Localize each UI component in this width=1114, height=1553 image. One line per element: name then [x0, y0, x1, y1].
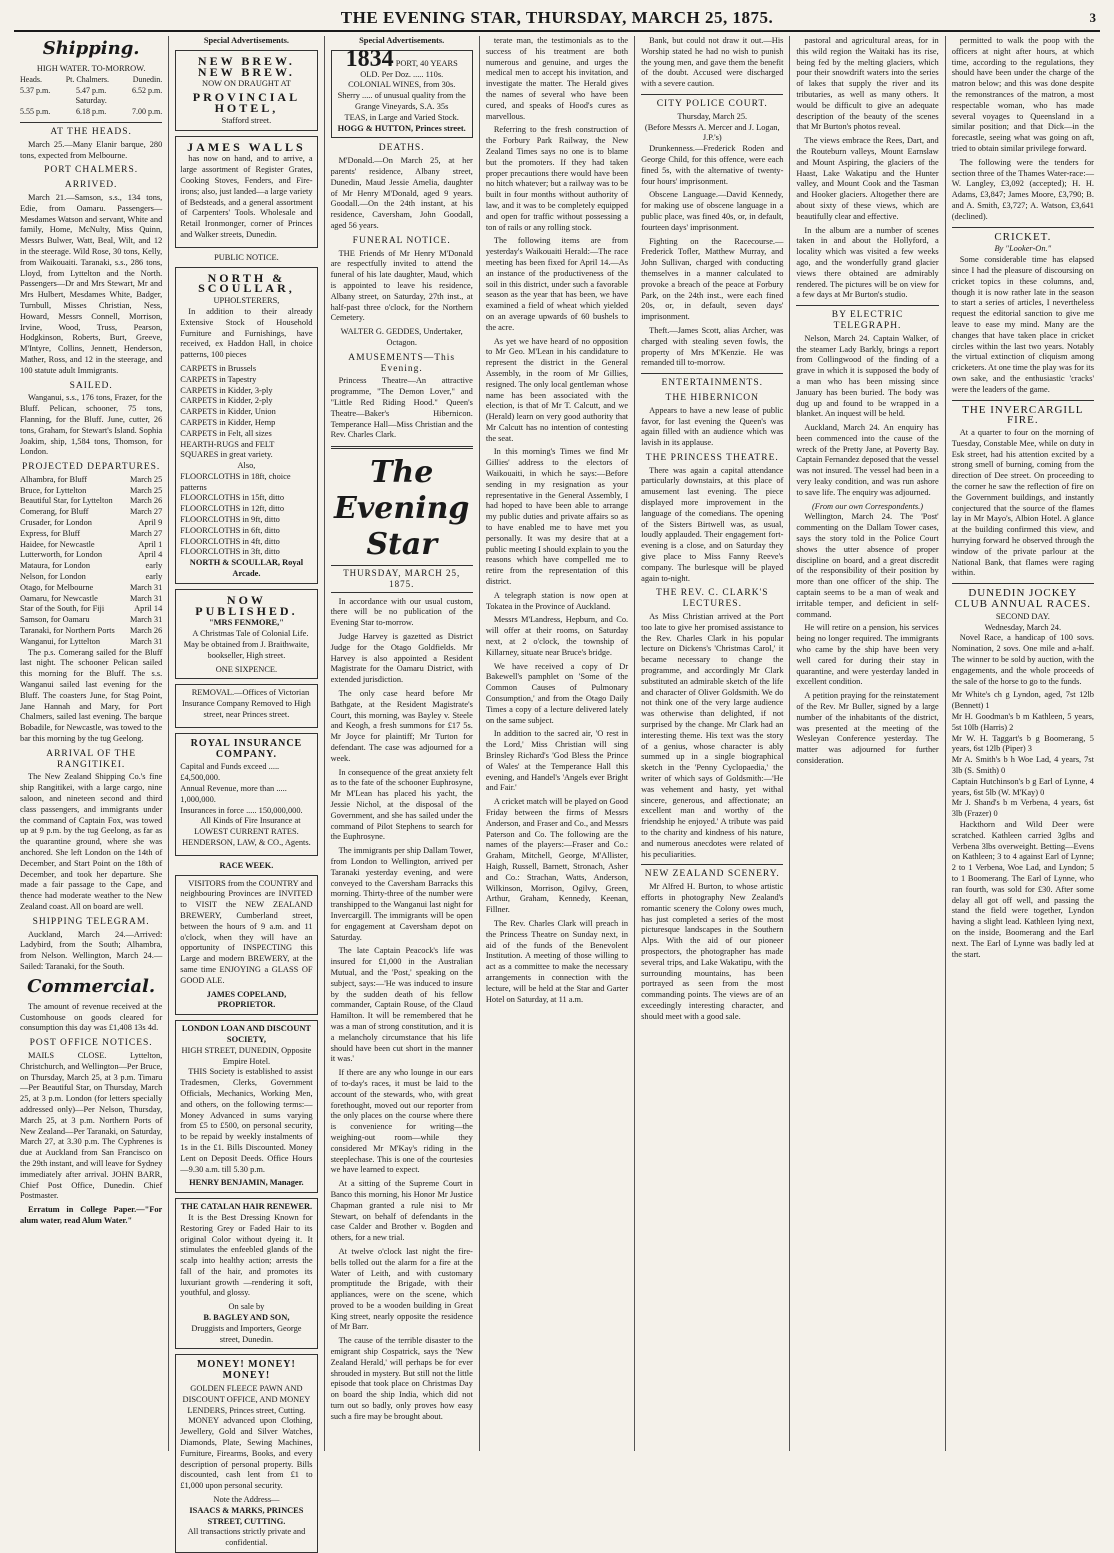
- ad-subtitle: UPHOLSTERERS,: [213, 296, 280, 306]
- ad-subtitle: NOW ON DRAUGHT AT: [202, 79, 291, 89]
- ad-text: MONEY advanced upon Clothing, Jewellery, Gold and Silver Watches, Diamonds, Plate, Sewing Machines, Furniture, Firearms, Books, and every description of personal property. Bills discounted, cash lent from £1 to £1,000 upon personal security.: [180, 1416, 313, 1491]
- ad-north-scoullar: [175, 267, 317, 584]
- leader-paragraph: In accordance with our usual custom, there will be no publication of the Evening Star to-morrow.: [330, 596, 473, 628]
- list-item: Lutterworth, for London April 4: [20, 550, 163, 560]
- ad-seller: B. BAGLEY AND SON,: [203, 1313, 290, 1323]
- leader-paragraph: The late Captain Peacock's life was insured for £1,000 in the Australian Mutual, and the 'Post,' speaking on the subject, says:—'He was induced to insure by the sudden death of his fellow commander, Captain Rouse, of the Claud Hamilton. It will be remembered that he was a man of strong constitution, and it is a melancholy circumstance that his life should have been cut short in the manner it was.': [330, 946, 473, 1064]
- ad-work-title: "MRS FENMORE,": [208, 618, 284, 628]
- column-news-4: [946, 36, 1100, 1451]
- ad-price: ONE SIXPENCE.: [215, 664, 278, 674]
- tide-head: Dunedin.: [132, 74, 163, 84]
- column-advertisements-1: [169, 36, 324, 1548]
- ad-new-zealand-brewery: [175, 875, 317, 1016]
- ad-address: HIGH STREET, DUNEDIN, Opposite Empire Hotel.: [181, 1045, 312, 1066]
- arrived-text: March 21.—Samson, s.s., 134 tons, Edie, from Oamaru. Passengers—Mesdames Watson and servant, White and family, Home, McNulty, Miss Quinn, Messrs Bulwer, Watt, Beal, Wilt, and 12 in the steerage. Wild Rose, 30 tons, Kelly, from Waikouaiti. Taranaki, s.s., 286 tons, Lloyd, from Lyttelton and the North. Passengers—Dr and Mrs Stewart, Mr and Mrs Hulbert, Mesdames White, Badger, Turnbull, Misses Christian, Ness, Howard, Messrs Connell, Morrison, Irvine, Wood, Truss, Pearson, Hodgkinson, Roberts, Burt, Greeve, M'Intyre, Collins, Jennett, Henderson, Mather, Ross, and 12 in the steerage, and 100 statute adult Immigrants.: [20, 192, 163, 375]
- ad-year: 1834: [345, 45, 394, 72]
- ad-title: NORTH & SCOULLAR,: [198, 270, 295, 296]
- section-commercial-heading: Commercial.: [27, 975, 156, 997]
- list-item: CARPETS in Felt, all sizes: [180, 428, 272, 438]
- ad-new-brew: [175, 50, 317, 131]
- ad-text: In addition to their already Extensive Stock of Household Furniture and Furnishings, have received, ex Haddon Hall, in choice patterns, 100 pieces: [180, 306, 313, 360]
- list-item: Oamaru, for Newcastle March 31: [20, 593, 163, 603]
- ad-text: has now on hand, and to arrive, a large assortment of Register Grates, Cooking Stoves, Fenders, and Fire-irons; also, just landed—a large variety of Bedsteads, and a general assortment of Carpenters' Tools. Wholesale and Retail Ironmonger, corner of Princes and Walker streets, Dunedin.: [180, 154, 313, 239]
- clark-lectures-heading: THE REV. C. CLARK'S LECTURES.: [655, 588, 769, 610]
- list-item: Otago, for Melbourne March 31: [20, 582, 163, 592]
- ad-james-walls: [175, 136, 317, 248]
- ad-port-line: 1834 PORT, 40 YEARS OLD. Per Doz. ..... 110s.: [345, 45, 458, 79]
- scenery-heading: NEW ZEALAND SCENERY.: [644, 869, 780, 880]
- ad-subtitle: GOLDEN FLEECE PAWN AND DISCOUNT OFFICE, AND MONEY LENDERS, Princes street, Cutting.: [182, 1384, 311, 1415]
- invercargill-fire-heading: THE INVERCARGILL FIRE.: [962, 403, 1084, 427]
- newspaper-dateline: THURSDAY, MARCH 25, 1875.: [331, 565, 473, 593]
- shipping-paragraph: The p.s. Comerang sailed for the Bluff last night. The schooner Pelican sailed this morning for the Bluff. The s.s. Wanganui sailed last evening for the Bluff. The coasters June, for Stag Point, Jane Hannah and Mary, for Port Chalmers, sailed last evening. The barque Bobadile, for Newcastle, was towed to the bar this morning by the tug Geelong.: [20, 647, 163, 744]
- public-notice-heading: PUBLIC NOTICE.: [214, 252, 279, 262]
- tide-value: 7.00 p.m.: [132, 107, 163, 117]
- tide-value: 5.55 p.m.: [20, 107, 51, 117]
- list-item: FLOORCLOTHS in 12ft, ditto: [180, 504, 285, 514]
- news-paragraph: A telegraph station is now open at Tokatea in the Province of Auckland.: [485, 590, 629, 611]
- tide-heads-row: [20, 75, 162, 86]
- tide-value: 6.52 p.m.: [132, 85, 163, 95]
- jockey-text: Hackthorn and Wild Deer were scratched. Kathleen carried 3glbs and Verbena 3lbs overweight. Betting—Evens on Kathleen; 3 to 4 against Earl of Lynne; 2 to 1 Verbena, Woe Lad, and Lyndon; 5 to 1 Boomerang. The Earl of Lynne, who ran fourth, was sold for £30. After some delay all got off well, and passing the stand the field were together, Lyndon having a slight lead. Kathleen lying next, on the inside, Boomerang and the Earl next. The Earl of Lynne was badly led at the start.: [951, 819, 1094, 959]
- list-item: CARPETS in Kidder, 2-ply: [180, 396, 273, 406]
- list-item: Wanganui, for Lyttelton March 31: [20, 636, 163, 646]
- ad-figures: [180, 762, 312, 816]
- invercargill-fire-text: At a quarter to four on the morning of Tuesday, Constable Mee, while on duty in Esk street, had his attention excited by a strong smell of burning, coming from the direction of Dee street. On proceeding to the corner he saw the reflection of fire on the Government buildings, and instantly conjectured that the source of the flames lay in Mr Mayo's, Albion Hotel. A glance at the building confirmed this view, and hurrying forward he observed through the window of the private parlour at the National Bank, that flames were raging within.: [951, 428, 1094, 578]
- news-paragraph: He will retire on a pension, his services being no longer required. The immigrants who came by the ship have been very well cared for during their stay in quarantine, and were yesterday landed in excellent condition.: [796, 623, 939, 687]
- jockey-text: Novel Race, a handicap of 100 sovs. Nomination, 2 sovs. One mile and a-half. The winner to be sold by auction, with the engagements, and the whole proceeds of the sale of the horse to go to the funds.: [951, 633, 1094, 686]
- post-office-text: MAILS CLOSE. Lyttelton, Christchurch, and Wellington—Per Bruce, on Thursday, March 25, at 3 p.m. Timaru—Per Beautiful Star, on Thursday, March 25, at 3 p.m. London (for letters specially addressed only)—Per Nelson, Thursday, March 25, at 3 p.m. Northern Ports of New Zealand—Per Taranaki, on Saturday, March 27, at 3.30 p.m. The Cyphrenes is due at Auckland from San Francisco on the 29th instant, and will leave for Sydney immediately after arrival. JOHN BARR, Chief Post Office, Dunedin. Chief Postmaster.: [20, 1050, 163, 1201]
- column-news-2: [635, 36, 790, 1451]
- tide-value: 6.18 p.m.: [76, 107, 107, 117]
- jockey-club-heading: DUNEDIN JOCKEY CLUB ANNUAL RACES.: [954, 587, 1092, 611]
- ad-seller-sub: Druggists and Importers, George street, Dunedin.: [191, 1323, 302, 1344]
- news-paragraph: permitted to walk the poop with the officers at night after hours, at which time, according to the regulations, they should have been under the charge of the matron below; and this was done despite the remonstrances of the matron, a most respectable woman, who has made several voyages to Queensland in a similar position; and that Dick—in the forecastle, seeing what was going on aft, tried to obtain similar privilege forward.: [951, 36, 1094, 153]
- list-item: Comerang, for Bluff March 27: [20, 507, 163, 517]
- cricket-byline: By "Looker-On.": [994, 244, 1052, 254]
- ad-text: A Christmas Tale of Colonial Life. May be obtained from J. Braithwaite, bookseller, High street.: [183, 629, 310, 660]
- ad-title: ROYAL INSURANCE COMPANY.: [190, 737, 303, 760]
- cricket-text: Some considerable time has elapsed since I had the pleasure of discoursing on cricket topics in these columns, and, though it is now rather late in the season to start a series of articles, I nevertheless request the editorial sanction to give me leave to ease my mind. Many are the changes that have taken place in cricket circles within the last two years. Notably the virtual extinction of cliquism among cricketers. At one time the play was for its own sake, and the enthusiastic 'cracks' were the leaders of the game.: [951, 255, 1094, 394]
- list-item: Nelson, for London early: [20, 572, 163, 582]
- floorcloths-list: [180, 472, 312, 558]
- ad-royal-insurance: [175, 733, 317, 856]
- ad-text: THIS Society is established to assist Tradesmen, Clerks, Government Officials, Mechanics, Working Men, and others, on the following terms:— Money Advanced in sums varying from £5 to £500, on personal security, to be repaid by weekly instalments of 1s in the £1. Bills Discounted. Money Lent on Deposit Deeds. Office Hours—9.30 a.m. till 5.30 p.m.: [180, 1067, 313, 1174]
- post-office-heading: POST OFFICE NOTICES.: [29, 1038, 153, 1049]
- funeral-heading: FUNERAL NOTICE.: [352, 235, 451, 246]
- deaths-text: M'Donald.—On March 25, at her parents' residence, Albany street, Dunedin, Maud Jessie Amelia, daughter of Mr Henry M'Donald, aged 9 years. Goodall.—On the 24th instant, at his residence, Caversham, John Goodall, aged 56 years.: [330, 156, 473, 230]
- list-item: FLOORCLOTHS in 3ft, ditto: [180, 547, 280, 557]
- ad-golden-fleece: [175, 1354, 317, 1553]
- court-bench: (Before Messrs A. Mercer and J. Logan, J.P.'s): [644, 122, 780, 143]
- princess-theatre-text: There was again a capital attendance particularly downstairs, at this place of amusement last evening. The piece displayed more improvement in the language of the comedians. The opening of the Sisters Birtwell was, as usual, loudly applauded. Their engagement fort-evening is a close, and on Saturday they give place to Miss Fanny Reeve's company. The burlesque will be played again to-night.: [641, 465, 784, 583]
- list-item: FLOORCLOTHS in 15ft, ditto: [180, 493, 285, 503]
- news-paragraph: Bank, but could not draw it out.—His Worship stated he had no wish to punish the young men, and gave them the benefit of the doubt. Accused were discharged with a severe caution.: [641, 36, 784, 89]
- high-water-heading: HIGH WATER. TO-MORROW.: [36, 64, 146, 73]
- jockey-date: Wednesday, March 24.: [984, 622, 1062, 632]
- leader-paragraph: In consequence of the great anxiety felt as to the fate of the schooner Euphrosyne, Mr M'Lean has placed his yacht, the Jessie Nichol, at the disposal of the Government, and she has sailed under the command of Pilot Stephens to search for the Euphrosyne.: [330, 767, 473, 842]
- projected-departures-list: [20, 475, 162, 648]
- ad-street: Stafford street.: [221, 115, 272, 125]
- list-item: Mr White's ch g Lyndon, aged, 7st 12lb (Bennett) 1: [951, 690, 1094, 711]
- leader-paragraph: Judge Harvey is gazetted as District Judge for the Otago Goldfields. Mr Harvey is also appointed a Resident Magistrate for the Oamaru District, with extended jurisdiction.: [330, 632, 473, 685]
- jockey-day: SECOND DAY.: [995, 611, 1050, 621]
- leader-paragraph: At a sitting of the Supreme Court in Banco this morning, his Honor Mr Justice Chapman granted a rule nisi to Mr Stewart, on behalf of defendants in the case Calder and Brother v. Bogden and others, for a new trial.: [330, 1179, 473, 1243]
- list-item: Mr A. Smith's b h Woe Lad, 4 years, 7st 3lb (S. Smith) 0: [951, 755, 1094, 775]
- list-item: CARPETS in Brussels: [180, 363, 257, 373]
- jockey-results-list: [952, 690, 1094, 820]
- telegraph-heading: BY ELECTRIC TELEGRAPH.: [831, 310, 904, 331]
- leader-paragraph: The cause of the terrible disaster to the emigrant ship Cospatrick, says the 'New Zealand Herald,' will perhaps be for ever shrouded in mystery. But still not the little episode that took place on Christmas Day on board the ship India, which did not turn out so badly, only proves how easy such a fire may be brought about.: [330, 1336, 473, 1421]
- news-paragraph: The following were the tenders for section three of the Thames Water-race:—W. Langley, £3,092 (accepted); H. H. Adams, £3,847; James Moore, £3,790; B. and A. Smith, £3,727; A. Watson, £3,641 (declined).: [951, 157, 1094, 221]
- hibernicon-text: Appears to have a new lease of public favor, for last evening the Queen's was again filled with an audience which was lavish in its applause.: [641, 405, 784, 448]
- list-item: CARPETS in Tapestry: [180, 374, 257, 384]
- amusements-text: Princess Theatre—An attractive programme, "The Demon Lover," and "Little Red Riding Hood." Queen's Theatre—Baker's Hibernicon. Temperance Hall—Miss Christian and the Rev. Charles Clark.: [330, 376, 473, 440]
- princess-theatre-heading: THE PRINCESS THEATRE.: [645, 452, 779, 463]
- ad-signature: HENRY BENJAMIN, Manager.: [189, 1178, 304, 1188]
- arrived-heading: ARRIVED.: [64, 180, 118, 191]
- column-news-3: [790, 36, 945, 1451]
- shipping-telegram-text: Auckland, March 24.—Arrived: Ladybird, from the South; Alhambra, from Nelson. Wellington, March 24.—Sailed: Taranaki, for the South.: [20, 929, 163, 971]
- leader-paragraph: The immigrants per ship Dallam Tower, from London to Wellington, arrived per Taranaki yesterday evening, and were conveyed to the Caversham Barracks this morning. Thirty-three of the number were transhipped to the Wanganui last night for Invercargill. The immigrants will be open for engagement at Caversham depot on Saturday.: [330, 846, 473, 942]
- ad-text: All Kinds of Fire Insurance at LOWEST CURRENT RATES. HENDERSON, LAW, & CO., Agents.: [182, 816, 311, 847]
- column-shipping: [14, 36, 169, 1451]
- ad-title: LONDON LOAN AND DISCOUNT SOCIETY,: [181, 1024, 311, 1044]
- ad-text: It is the Best Dressing Known for Restoring Grey or Faded Hair to its original Color without dyeing it. It stimulates the enfeebled glands of the scalp into healthy action; arrests the fall of the hair, and promotes its luxuriant growth —rendering it soft, youthful, and glossy.: [180, 1212, 313, 1298]
- at-heads-text: March 25.—Many Elanir barque, 280 tons, expected from Melbourne.: [20, 139, 163, 160]
- list-item: Captain Hutchinson's b g Earl of Lynne, 4 years, 6st 5lb (W. M'Kay) 0: [951, 776, 1094, 797]
- list-item: CARPETS in Kidder, Hemp: [180, 417, 276, 427]
- list-item: FLOORCLOTHS in 18ft, choice patterns: [180, 471, 291, 492]
- race-week-heading: RACE WEEK.: [219, 860, 274, 870]
- list-item: FLOORCLOTHS in 9ft, ditto: [180, 515, 280, 525]
- sailed-heading: SAILED.: [69, 380, 113, 391]
- news-paragraph: In the album are a number of scenes taken in and about the Hollyford, a locality which was visited a few weeks ago, and the wonderfully grand glacier views there obtained are admirably rendered. The pictures will be on view for a few days at Mr Burton's studio.: [796, 225, 939, 300]
- ad-line: Sherry ..... of unusual quality from the Grange Vineyards, S.A. 35s: [337, 91, 466, 111]
- tide-head: Pt. Chalmers.: [65, 74, 110, 84]
- ad-text: VISITORS from the COUNTRY and neighbouring Provinces are INVITED to VISIT the NEW ZEALAND BREWERY, Cumberland street, between the hours of 9 a.m. and 11 o'clock, when they will have an opportunity of INSPECTING this Large and modern BREWERY, at the same time ENJOYING a GLASS OF GOOD ALE.: [180, 878, 313, 985]
- telegraph-paragraph: Wellington, March 24. The 'Post' commenting on the Dallam Tower cases, says the story told in the Police Court shows the utter absence of proper discipline on board, and a great discredit of the responsibility of their position by more than one officer of the ship. The captain seems to be a man of weak and irritable temper, and deficient in self-command.: [796, 512, 939, 619]
- masthead: [14, 8, 1100, 32]
- ad-hogg-hutton: [331, 45, 473, 139]
- court-heading: CITY POLICE COURT.: [656, 98, 768, 109]
- ad-note: Note the Address—: [213, 1495, 280, 1505]
- telegraph-paragraph: Nelson, March 24. Captain Walker, of the steamer Lady Barkly, brings a report from Collingwood of the finding of a grave in which it is supposed the body of a man who has been missing since January has been buried. The body was dug up and found to be wrapped in a blanket. An inquest will be held.: [796, 333, 939, 419]
- ad-title: NEW BREW. NEW BREW.: [197, 53, 295, 79]
- floorcloths-intro: Also,: [237, 461, 256, 471]
- projected-departures-heading: PROJECTED DEPARTURES.: [21, 462, 161, 473]
- list-item: Samson, for Oamaru March 31: [20, 615, 163, 625]
- ad-footer: All transactions strictly private and confidential.: [187, 1527, 306, 1548]
- list-item: Mr W. H. Taggart's b g Boomerang, 5 years, 6st 12lb (Piper) 3: [951, 733, 1094, 754]
- court-date: Thursday, March 25.: [677, 111, 748, 121]
- ad-signature: ISAACS & MARKS, PRINCES STREET, CUTTING.: [189, 1505, 304, 1526]
- list-item: Capital and Funds exceed ..... £4,500,000.: [180, 762, 280, 783]
- ad-title: NOW PUBLISHED.: [195, 592, 298, 618]
- list-item: Crusader, for London April 9: [20, 518, 163, 528]
- ad-title: MONEY! MONEY! MONEY!: [197, 1359, 296, 1382]
- list-item: Alhambra, for Bluff March 25: [20, 474, 163, 484]
- news-paragraph: The Rev. Charles Clark will preach in the Princess Theatre on Sunday next, in aid of the funds of the Benevolent Institution. A meeting of those willing to act as a committee to make the necessary arrangements in connection with the lecture, will be held at the Star and Garter Hotel on Saturday, at 11 a.m.: [485, 918, 629, 1004]
- funeral-text: THE Friends of Mr Henry M'Donald are respectfully invited to attend the funeral of his late daughter, Maud, which is appointed to leave his residence, Albany street, on Saturday, 27th inst., at half-past three o'clock, for the Northern Cemetery.: [330, 248, 473, 323]
- commercial-text: The amount of revenue received at the Customhouse on goods cleared for consumption this day was £1,408 13s 4d.: [20, 1001, 163, 1033]
- leader-paragraph: If there are any who lounge in our ears of to-day's races, it must be laid to the account of the stewards, who, with great forethought, moved out our reporter from the only places on the course where there is convenience for writing—the weighing-out room—while they considered Mr M'Kay's riding in the steeplechase. This is one of the courtesies we have learned to expect.: [330, 1068, 473, 1175]
- rangitikei-text: The New Zealand Shipping Co.'s fine ship Rangitikei, with a large cargo, nine saloon, and nineteen second and third class passengers, and immigrants under the command of Captain Fox, was towed up at 9 p.m. by the tug Geelong, as far as the quarantine ground, where she was anchored. She left London on the 14th of December, and Start Point on the 18th of December, and took her departure. She made a fair passage to the Cape, and thence had moderate weather to the New Zealand coast. All on board are well.: [20, 772, 163, 911]
- ad-signature: NORTH & SCOULLAR, Royal Arcade.: [189, 558, 304, 579]
- page-columns: [14, 36, 1100, 1548]
- masthead-title: THE EVENING STAR, THURSDAY, MARCH 25, 1875.: [340, 8, 774, 27]
- ad-line: TEAS, in Large and Varied Stock.: [344, 112, 459, 122]
- scenery-text: Mr Alfred H. Burton, to whose artistic efforts in photography New Zealand's romantic scenery the Colony owes much, has just completed a series of the most picturesque landscapes in the Southern Alps. With the aid of our pioneer prospectors, the photographer has made several trips, and Lake Wakatipu, with the surrounding mountains, has been portrayed as seen from the most commanding points. The views are of an exceedingly interesting character, and should meet with a good sale.: [641, 882, 784, 1021]
- ad-london-loan: [175, 1020, 317, 1193]
- news-paragraph: A petition praying for the reinstatement of the Rev. Mr Buller, signed by a large number of the inhabitants of the district, was presented at the meeting of the Wesleyan Conference yesterday. The matter was adjourned for further consideration.: [796, 691, 939, 765]
- list-item: CARPETS in Kidder, Union: [180, 407, 276, 417]
- ad-now-published: [175, 589, 317, 680]
- ad-signature: HOGG & HUTTON, Princes street.: [337, 123, 466, 133]
- news-paragraph: As yet we have heard of no opposition to Mr Geo. M'Lean in his candidature to represent the district in the General Assembly, in the room of Mr Gillies, resigned. The only local gentleman whose name has been associated with the election, is that of Mr T. Calcutt, and we (Herald) learn on very good authority that Mr Calcutt has no intention of contesting the seat.: [485, 336, 629, 443]
- special-ads-heading: Special Advertisements.: [359, 36, 445, 45]
- ad-signature: JAMES COPELAND, PROPRIETOR.: [206, 989, 287, 1010]
- amusements-heading: AMUSEMENTS—This Evening.: [348, 352, 456, 374]
- tide-value: 5.37 p.m.: [20, 85, 51, 95]
- news-paragraph: In addition to the sacred air, 'O rest in the Lord,' Miss Christian will sing Brinsley Richard's 'God Bless the Prince of Wales' at the Temperance Hall this evening, and Handel's 'Angels ever Bright and Fair.': [485, 729, 629, 793]
- ad-line: COLONIAL WINES, from 30s.: [348, 80, 456, 90]
- list-item: Beautiful Star, for Lyttelton March 26: [20, 496, 163, 506]
- tide-value: 5.47 p.m.: [76, 85, 107, 95]
- port-chalmers-heading: PORT CHALMERS.: [44, 165, 139, 176]
- ad-title: THE CATALAN HAIR RENEWER.: [180, 1202, 313, 1212]
- court-paragraph: Fighting on the Racecourse.—Frederick Tofler, Matthew Murray, and John Sullivan, charged with conducting themselves in a manner calculated to provoke a breach of the peace at Forbury Park, on the 24th inst., were each fined 20s, or, in default, seven days' imprisonment.: [641, 236, 784, 322]
- ad-catalan-hair: [175, 1198, 317, 1349]
- list-item: FLOORCLOTHS in 6ft, ditto: [180, 525, 280, 535]
- list-item: Insurances in force ..... 150,000,000.: [180, 805, 303, 815]
- list-item: Star of the South, for Fiji April 14: [20, 604, 163, 614]
- list-item: Annual Revenue, more than ..... 1,000,000.: [180, 784, 287, 804]
- list-item: Express, for Bluff March 27: [20, 528, 163, 538]
- entertainments-heading: ENTERTAINMENTS.: [661, 378, 764, 389]
- list-item: FLOORCLOTHS in 4ft, ditto: [180, 536, 280, 546]
- list-item: Bruce, for Lyttelton March 25: [20, 485, 163, 495]
- leader-paragraph: At twelve o'clock last night the fire-bells tolled out the alarm for a fire at the Water of Leith, and with customary promptitude the Brigade, with their appliances, were on the scene, which proved to be a wooden building in Great King street, nearly opposite the residence of Mr Barr.: [330, 1246, 473, 1332]
- at-heads-heading: AT THE HEADS.: [50, 126, 132, 137]
- list-item: Mr H. Goodman's b m Kathleen, 5 years, 5st 10lb (Harris) 2: [951, 712, 1094, 732]
- telegraph-paragraph: Auckland, March 24. An enquiry has been commenced into the cause of the wreck of the Pretty Jane, at Poverty Bay. Captain Fernandez deposed that the vessel was not insured. The vessel had been in a very leaky condition, and was run ashore to save life. The enquiry was adjourned.: [796, 423, 939, 497]
- news-paragraph: terate man, the testimonials as to the success of his treatment are both numerous and genuine, and urges the medical men to accept his invitation, and investigate the matter. The Herald gives the names of several who have been cured, and speaks of Hood's cures as marvellous.: [485, 36, 629, 121]
- hibernicon-heading: THE HIBERNICON: [665, 392, 759, 403]
- special-ads-heading: Special Advertisements.: [203, 36, 289, 45]
- saturday-values-row: [20, 107, 162, 118]
- carpets-list: [180, 364, 312, 461]
- correspondents-note: (From our own Correspondents.): [812, 501, 924, 511]
- funeral-signature: WALTER G. GEDDES, Undertaker, Octagon.: [340, 327, 463, 347]
- column-editorial: [325, 36, 480, 1451]
- list-item: Mr J. Shand's b m Verbena, 4 years, 6st 3lb (Frazer) 0: [951, 798, 1094, 819]
- sailed-text: Wanganui, s.s., 176 tons, Frazer, for the Bluff. Pelican, schooner, 75 tons, Flanning, for the Bluff. June, cutter, 26 tons, Graham, for Stewart's Island. Sophia Joakim, ship, 1,584 tons, Thomson, for London.: [20, 393, 163, 457]
- ad-title: JAMES WALLS: [187, 139, 306, 154]
- erratum-text: Erratum in College Paper.—"For alum water, read Alum Water.": [20, 1205, 163, 1225]
- leader-paragraph: The only case heard before Mr Bathgate, at the Resident Magistrate's Court, this morning, was Bayley v. Steele and Keogh, a fresh summons for £17 5s. Mr Joyce for plaintiff; Mr Turton for defendant. The case was adjourned for a week.: [330, 689, 473, 763]
- news-paragraph: We have received a copy of Dr Bakewell's pamphlet on 'Some of the Common Causes of Pulmonary Consumption,' and from the Otago Daily Times a copy of a lecture delivered lately on the same subject.: [485, 661, 629, 725]
- column-news-1: [480, 36, 635, 1451]
- news-paragraph: Referring to the fresh construction of the Forbury Park Railway, the New Zealand Times says no one is to blame but the promoters. If they had taken proper precautions there would have been no hitch whatever; but a railway was to be built in four months without authority of law, and it was to be completely equipped and open for traffic without possessing a ton of rails or any rolling stock.: [485, 125, 629, 232]
- saturday-label: Saturday.: [75, 96, 107, 106]
- tide-values-row: [20, 86, 162, 97]
- clark-lectures-text: As Miss Christian arrived at the Port too late to give her promised assistance to the Rev. Charles Clark in his popular lecture on Dickens's 'Christmas Carol,' it became necessary to change the programme, and accordingly Mr Clark substituted an admirable sketch of the life and character of Oliver Goldsmith. We do not think one of the very large audience was otherwise than delighted, if not surprised by the change. Mr Clark had an interesting theme. His text was the story of a genius, whose character is ably summed up in a single biographical sketch in the 'Penny Cyclopaedia,' the writer of which says of Goldsmith:—'He was vehement and hasty, yet withal sincere, generous, and affectionate; an excellent man and worthy of the friendship he enjoyed.' A tribute was paid to the charity and kindness of his nature, and numerous anecdotes were related of his peculiarities.: [641, 612, 784, 859]
- news-paragraph: The views embrace the Rees, Dart, and the Routeburn valleys, Mount Earnslaw and Mount Aspiring, the glaciers of the Haast, Lake Wakatipu and the Hunter valley, and Mount Cook and the Tasman and Hooker glaciers. Altogether there are about sixty of these views, which are beautifully clear and effective.: [796, 136, 939, 221]
- section-shipping-heading: Shipping.: [42, 38, 140, 59]
- list-item: Mataura, for London early: [20, 561, 163, 571]
- court-paragraph: Drunkenness.—Frederick Roden and George Child, for this offence, were each fined 5s, with the alternative of twenty-four hours' imprisonment.: [641, 144, 784, 186]
- news-paragraph: In this morning's Times we find Mr Gillies' address to the electors of Waikouaiti, in which he says:—Before sending in my resignation as your representative in the General Assembly, I had hoped to have been able to arrange my public duties and private affairs so as to have enabled me to have met you personally. It was my desire that at a public meeting I should explain to you the reasons which have compelled me to retire from the representation of this district.: [485, 447, 629, 587]
- news-paragraph: The following items are from yesterday's Waikouaiti Herald:—The race meeting has been fixed for April 14.—As an instance of the productiveness of the soil in this district, under such a favorable season as the year that has been, we have examined a field of wheat which yielded on an average upwards of 60 bushels to the acre.: [485, 236, 629, 332]
- news-paragraph: pastoral and agricultural areas, for in this wild region the Waitaki has its rise, being fed by the melting glaciers, which pour their snowdrift waters into the series of lakes that supply the river and its tributaries, as well as many others. It would be difficult to give an adequate description of the beauty of the scenes that Mr Burton's photos reveal.: [796, 36, 939, 132]
- ad-removal: [175, 684, 317, 727]
- list-item: CARPETS in Kidder, 3-ply: [180, 385, 273, 395]
- deaths-heading: DEATHS.: [378, 143, 425, 154]
- list-item: Haidee, for Newcastle April 1: [20, 539, 163, 549]
- court-paragraph: Theft.—James Scott, alias Archer, was charged with stealing seven fowls, the property of Mrs M'Kenzie. He was remanded till to-morrow.: [641, 325, 784, 368]
- shipping-telegram-heading: SHIPPING TELEGRAM.: [32, 916, 150, 927]
- ad-sale-label: On sale by: [228, 1302, 265, 1312]
- page-number: 3: [1089, 10, 1096, 25]
- rangitikei-heading: ARRIVAL OF THE RANGITIKEI.: [46, 748, 137, 770]
- tide-head: Heads.: [20, 74, 42, 84]
- ad-hotel-name: PROVINCIAL HOTEL,: [192, 90, 301, 115]
- newspaper-title: The Evening Star: [334, 455, 470, 563]
- ad-text: REMOVAL.—Offices of Victorian Insurance Company Removed to High street, near Princes street.: [181, 688, 311, 720]
- news-paragraph: Messrs M'Landress, Hepburn, and Co. will offer at their rooms, on Saturday next, at 2 o'clock, the township of Killarney, situate near Bruce's bridge.: [485, 615, 629, 657]
- list-item: HEARTH-RUGS and FELT SQUARES in great variety.: [180, 439, 275, 460]
- list-item: Taranaki, for Northern Ports March 26: [20, 626, 163, 636]
- news-paragraph: A cricket match will be played on Good Friday between the firms of Messrs Anderson, and Fraser and Co., and Messrs Paterson and Co. The following are the names of the players:—Fraser and Co.: Graham, Mitchell, George, M'Allister, Haigh, Russell, Barnett, Stronach, Asher and Co.: Strachan, Watts, Anderson, Wilkinson, Morrison, Ogilvy, Green, Arthur, Graham, Kennedy, Keenan, Fillner.: [485, 797, 629, 915]
- cricket-heading: CRICKET.: [994, 230, 1052, 243]
- court-paragraph: Obscene Language.—David Kennedy, for making use of obscene language in a public place, was fined 40s, or, in default, fourteen days' imprisonment.: [641, 190, 784, 232]
